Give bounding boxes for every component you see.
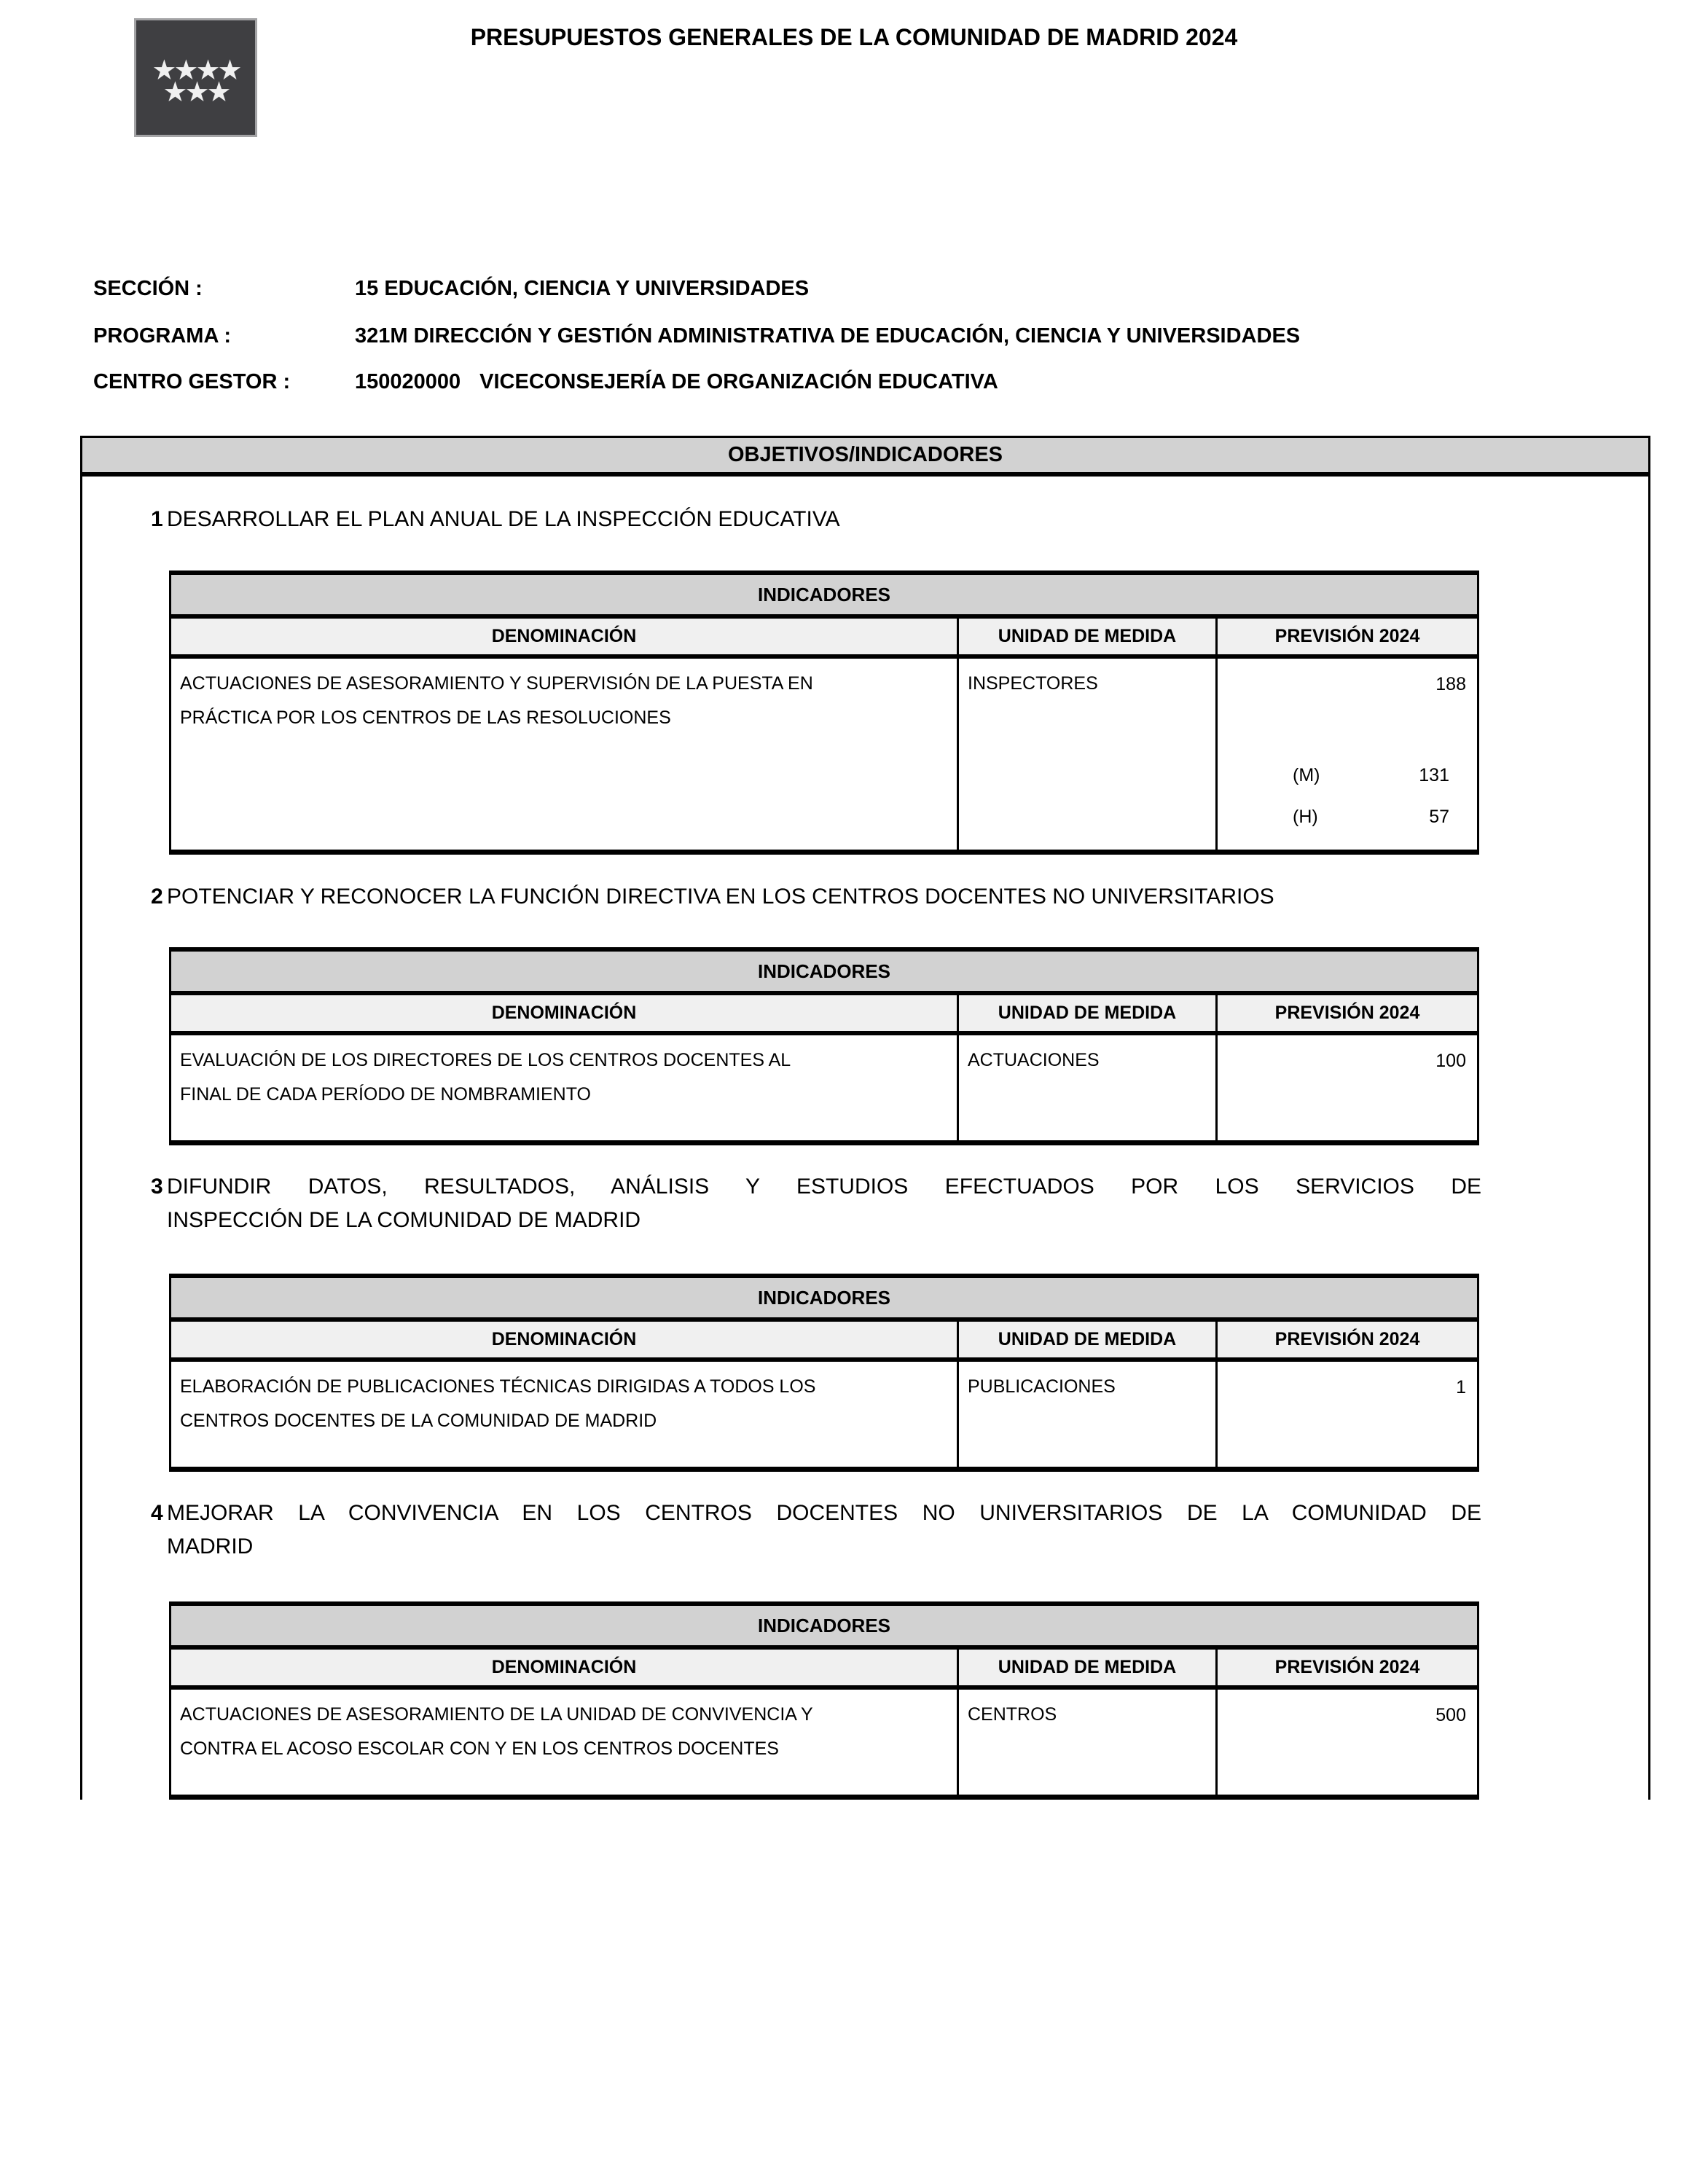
- prevision-value: 100: [1435, 1051, 1466, 1071]
- col-header-denominacion: DENOMINACIÓN: [171, 995, 959, 1031]
- madrid-stars-icon: ★★★: [162, 77, 229, 108]
- denominacion-cell: [171, 1362, 959, 1467]
- unidad-cell: CENTROS: [959, 1690, 1218, 1795]
- programa-label: PROGRAMA :: [93, 324, 232, 348]
- denominacion-cell: [171, 659, 959, 850]
- objective-2-number: 2: [151, 885, 163, 909]
- unidad-cell: ACTUACIONES: [959, 1035, 1218, 1140]
- objective-1-text: DESARROLLAR EL PLAN ANUAL DE LA INSPECCIÓN EDUCATIVA: [167, 507, 840, 531]
- col-header-denominacion: DENOMINACIÓN: [171, 1322, 959, 1357]
- objective-4-text-line2: MADRID: [167, 1534, 254, 1558]
- programa-row: [93, 324, 1300, 348]
- centro-gestor-code: 150020000: [355, 370, 461, 393]
- madrid-stars-icon: ★★★★: [152, 55, 240, 86]
- col-header-unidad-de-medida: UNIDAD DE MEDIDA: [959, 995, 1218, 1031]
- objective-4: [151, 1497, 1484, 1564]
- unidad-cell: INSPECTORES: [959, 659, 1218, 850]
- breakdown-value: 131: [1419, 765, 1449, 785]
- objetivos-indicadores-header: OBJETIVOS/INDICADORES: [80, 436, 1650, 477]
- indicators-table-1: [169, 571, 1479, 855]
- table-header-row: [171, 1322, 1477, 1362]
- denominacion-line: ELABORACIÓN DE PUBLICACIONES TÉCNICAS DIRIGIDAS A TODOS LOS: [180, 1376, 816, 1397]
- objective-3-number: 3: [151, 1175, 163, 1199]
- objective-4-text-line1: MEJORAR LA CONVIVENCIA EN LOS CENTROS DOCENTES NO UNIVERSITARIOS DE LA COMUNIDAD DE: [167, 1501, 1481, 1525]
- prevision-value: 1: [1456, 1377, 1466, 1397]
- objective-2-text: POTENCIAR Y RECONOCER LA FUNCIÓN DIRECTIVA EN LOS CENTROS DOCENTES NO UNIVERSITARIOS: [167, 885, 1274, 909]
- col-header-prevision-2024: PREVISIÓN 2024: [1274, 626, 1420, 646]
- objective-1: [151, 503, 1484, 536]
- denominacion-line: CENTROS DOCENTES DE LA COMUNIDAD DE MADRID: [180, 1411, 657, 1431]
- prevision-cell: [1218, 1690, 1477, 1795]
- table-header-row: [171, 619, 1477, 659]
- denominacion-line: ACTUACIONES DE ASESORAMIENTO Y SUPERVISIÓN DE LA PUESTA EN: [180, 673, 813, 694]
- denominacion-line: CONTRA EL ACOSO ESCOLAR CON Y EN LOS CENTROS DOCENTES: [180, 1738, 779, 1759]
- centro-gestor-row: [93, 370, 998, 394]
- centro-gestor-value: VICECONSEJERÍA DE ORGANIZACIÓN EDUCATIVA: [479, 370, 998, 393]
- indicators-table-3: [169, 1274, 1479, 1472]
- prevision-breakdown-m: [1293, 766, 1449, 785]
- col-header-prevision-2024: PREVISIÓN 2024: [1274, 1329, 1420, 1349]
- denominacion-line: PRÁCTICA POR LOS CENTROS DE LAS RESOLUCIONES: [180, 707, 671, 728]
- col-header-denominacion: DENOMINACIÓN: [171, 1650, 959, 1685]
- centro-gestor-label: CENTRO GESTOR :: [93, 370, 291, 393]
- denominacion-line: ACTUACIONES DE ASESORAMIENTO DE LA UNIDAD DE CONVIVENCIA Y: [180, 1704, 813, 1725]
- indicators-table-title: INDICADORES: [171, 575, 1477, 619]
- seccion-row: [93, 277, 809, 301]
- seccion-label: SECCIÓN :: [93, 277, 203, 300]
- denominacion-line: EVALUACIÓN DE LOS DIRECTORES DE LOS CENTROS DOCENTES AL: [180, 1050, 791, 1070]
- prevision-cell: [1218, 1035, 1477, 1140]
- objective-3: [151, 1170, 1484, 1237]
- col-header-unidad-de-medida: UNIDAD DE MEDIDA: [959, 1322, 1218, 1357]
- col-header-denominacion: DENOMINACIÓN: [171, 619, 959, 654]
- prevision-cell: [1218, 659, 1477, 850]
- prevision-value: 500: [1435, 1705, 1466, 1725]
- objective-2: [151, 880, 1484, 914]
- table-row: [171, 1362, 1477, 1467]
- table-header-row: [171, 995, 1477, 1035]
- col-header-prevision-2024: PREVISIÓN 2024: [1274, 1657, 1420, 1677]
- col-header-unidad-de-medida: UNIDAD DE MEDIDA: [959, 619, 1218, 654]
- objective-1-number: 1: [151, 507, 163, 531]
- indicators-table-title: INDICADORES: [171, 1606, 1477, 1650]
- indicators-table-4: [169, 1601, 1479, 1800]
- indicators-table-title: INDICADORES: [171, 952, 1477, 995]
- indicators-table-2: [169, 947, 1479, 1145]
- table-row: [171, 659, 1477, 850]
- prevision-cell: [1218, 1362, 1477, 1467]
- document-title: PRESUPUESTOS GENERALES DE LA COMUNIDAD DE MADRID 2024: [470, 24, 1238, 50]
- prevision-value: 188: [1435, 674, 1466, 694]
- col-header-unidad-de-medida: UNIDAD DE MEDIDA: [959, 1650, 1218, 1685]
- table-row: [171, 1690, 1477, 1795]
- denominacion-cell: [171, 1690, 959, 1795]
- denominacion-line: FINAL DE CADA PERÍODO DE NOMBRAMIENTO: [180, 1084, 591, 1105]
- table-row: [171, 1035, 1477, 1140]
- breakdown-label: (M): [1293, 765, 1320, 785]
- unidad-cell: PUBLICACIONES: [959, 1362, 1218, 1467]
- denominacion-cell: [171, 1035, 959, 1140]
- table-header-row: [171, 1650, 1477, 1690]
- programa-value: 321M DIRECCIÓN Y GESTIÓN ADMINISTRATIVA DE EDUCACIÓN, CIENCIA Y UNIVERSIDADES: [355, 324, 1301, 348]
- objectives-container: [80, 477, 1650, 1800]
- breakdown-value: 57: [1429, 807, 1449, 827]
- objective-3-text-line2: INSPECCIÓN DE LA COMUNIDAD DE MADRID: [167, 1208, 641, 1232]
- objective-4-number: 4: [151, 1501, 163, 1525]
- col-header-prevision-2024: PREVISIÓN 2024: [1274, 1003, 1420, 1023]
- prevision-breakdown-h: [1293, 808, 1449, 826]
- breakdown-label: (H): [1293, 807, 1318, 827]
- indicators-table-title: INDICADORES: [171, 1278, 1477, 1322]
- seccion-value: 15 EDUCACIÓN, CIENCIA Y UNIVERSIDADES: [355, 277, 810, 300]
- objective-3-text-line1: DIFUNDIR DATOS, RESULTADOS, ANÁLISIS Y ESTUDIOS EFECTUADOS POR LOS SERVICIOS DE: [167, 1175, 1481, 1199]
